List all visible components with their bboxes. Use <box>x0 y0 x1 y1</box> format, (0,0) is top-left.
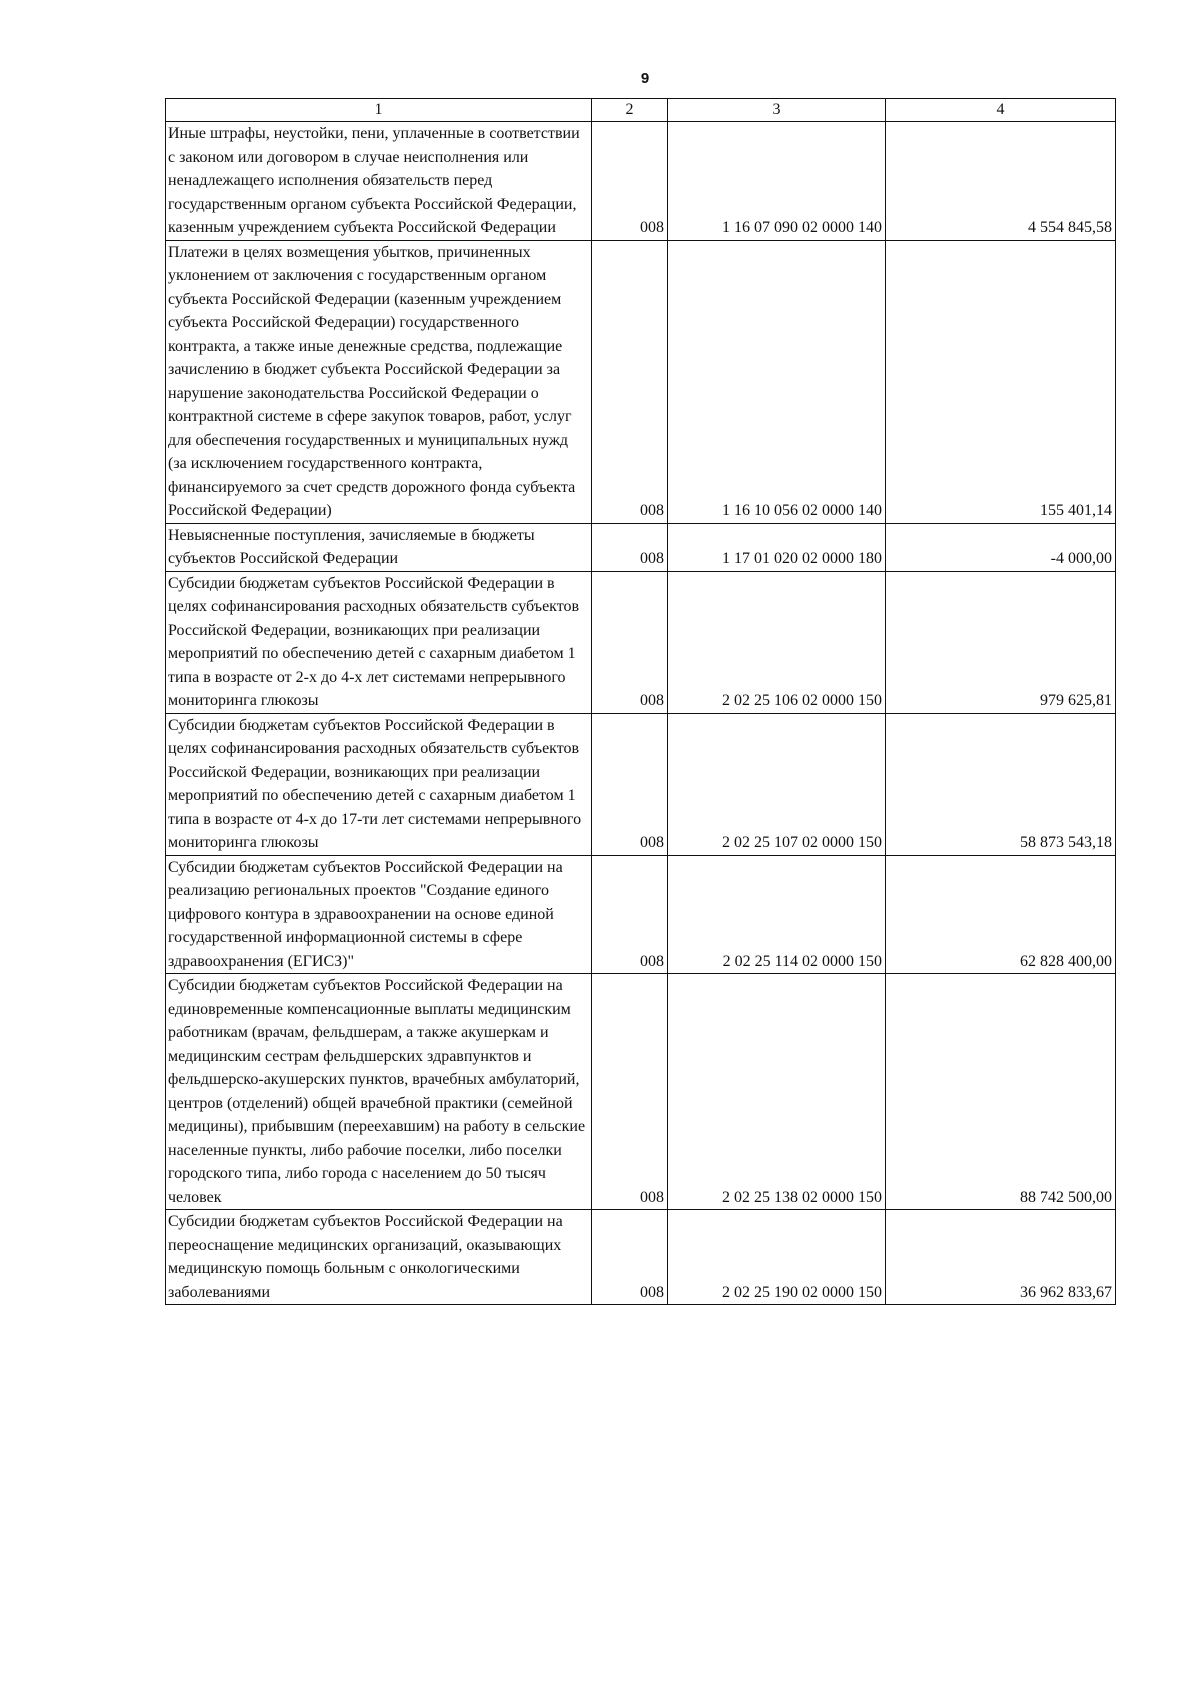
row-name: Невыясненные поступления, зачисляемые в бюджеты субъектов Российской Федерации <box>166 523 592 571</box>
row-budget-code: 2 02 25 107 02 0000 150 <box>668 713 886 855</box>
row-budget-code: 1 16 10 056 02 0000 140 <box>668 240 886 523</box>
table-row <box>166 974 1116 1210</box>
page-number: 9 <box>640 70 650 87</box>
column-header-3: 3 <box>668 99 886 122</box>
row-name: Платежи в целях возмещения убытков, причиненных уклонением от заключения с государственным органом субъекта Российской Федерации (казенным учреждением субъекта Российской Федерации) государственного контракта, а также иные денежные средства, подлежащие зачислению в бюджет субъекта Российской Федерации за нарушение законодательства Российской Федерации о контрактной системе в сфере закупок товаров, работ, услуг для обеспечения государственных и муниципальных нужд (за исключением государственного контракта, финансируемого за счет средств дорожного фонда субъекта Российской Федерации) <box>166 240 592 523</box>
row-name: Субсидии бюджетам субъектов Российской Федерации на реализацию региональных проектов "Создание единого цифрового контура в здравоохранении на основе единой государственной информационной системы в сфере здравоохранения (ЕГИСЗ)" <box>166 855 592 974</box>
row-name: Субсидии бюджетам субъектов Российской Федерации на переоснащение медицинских организаций, оказывающих медицинскую помощь больным с онкологическими заболеваниями <box>166 1210 592 1305</box>
row-name: Субсидии бюджетам субъектов Российской Федерации в целях софинансирования расходных обязательств субъектов Российской Федерации, возникающих при реализации мероприятий по обеспечению детей с сахарным диабетом 1 типа в возрасте от 4-х до 17-ти лет системами непрерывного мониторинга глюкозы <box>166 713 592 855</box>
row-admin-code: 008 <box>592 240 668 523</box>
row-admin-code: 008 <box>592 571 668 713</box>
row-admin-code: 008 <box>592 974 668 1210</box>
row-name: Иные штрафы, неустойки, пени, уплаченные в соответствии с законом или договором в случае неисполнения или ненадлежащего исполнения обязательств перед государственным органом субъекта Российской Федерации, казенным учреждением субъекта Российской Федерации <box>166 122 592 241</box>
row-budget-code: 2 02 25 114 02 0000 150 <box>668 855 886 974</box>
table-row <box>166 713 1116 855</box>
row-admin-code: 008 <box>592 855 668 974</box>
row-amount: -4 000,00 <box>886 523 1116 571</box>
row-budget-code: 1 17 01 020 02 0000 180 <box>668 523 886 571</box>
row-budget-code: 1 16 07 090 02 0000 140 <box>668 122 886 241</box>
row-admin-code: 008 <box>592 713 668 855</box>
row-amount: 155 401,14 <box>886 240 1116 523</box>
row-amount: 36 962 833,67 <box>886 1210 1116 1305</box>
column-header-4: 4 <box>886 99 1116 122</box>
row-name: Субсидии бюджетам субъектов Российской Федерации в целях софинансирования расходных обязательств субъектов Российской Федерации, возникающих при реализации мероприятий по обеспечению детей с сахарным диабетом 1 типа в возрасте от 2-х до 4-х лет системами непрерывного мониторинга глюкозы <box>166 571 592 713</box>
table-row <box>166 122 1116 241</box>
row-admin-code: 008 <box>592 1210 668 1305</box>
column-header-2: 2 <box>592 99 668 122</box>
revenue-table <box>165 98 1116 1305</box>
row-budget-code: 2 02 25 138 02 0000 150 <box>668 974 886 1210</box>
table-row <box>166 855 1116 974</box>
row-amount: 979 625,81 <box>886 571 1116 713</box>
row-name: Субсидии бюджетам субъектов Российской Федерации на единовременные компенсационные выплаты медицинским работникам (врачам, фельдшерам, а также акушеркам и медицинским сестрам фельдшерских здравпунктов и фельдшерско-акушерских пунктов, врачебных амбулаторий, центров (отделений) общей врачебной практики (семейной медицины), прибывшим (переехавшим) на работу в сельские населенные пункты, либо рабочие поселки, либо поселки городского типа, либо города с населением до 50 тысяч человек <box>166 974 592 1210</box>
row-amount: 62 828 400,00 <box>886 855 1116 974</box>
column-header-1: 1 <box>166 99 592 122</box>
row-budget-code: 2 02 25 106 02 0000 150 <box>668 571 886 713</box>
row-amount: 58 873 543,18 <box>886 713 1116 855</box>
row-admin-code: 008 <box>592 523 668 571</box>
table-row <box>166 571 1116 713</box>
row-admin-code: 008 <box>592 122 668 241</box>
table-header-row <box>166 99 1116 122</box>
row-budget-code: 2 02 25 190 02 0000 150 <box>668 1210 886 1305</box>
table-row <box>166 1210 1116 1305</box>
row-amount: 88 742 500,00 <box>886 974 1116 1210</box>
table-row <box>166 523 1116 571</box>
table-row <box>166 240 1116 523</box>
row-amount: 4 554 845,58 <box>886 122 1116 241</box>
